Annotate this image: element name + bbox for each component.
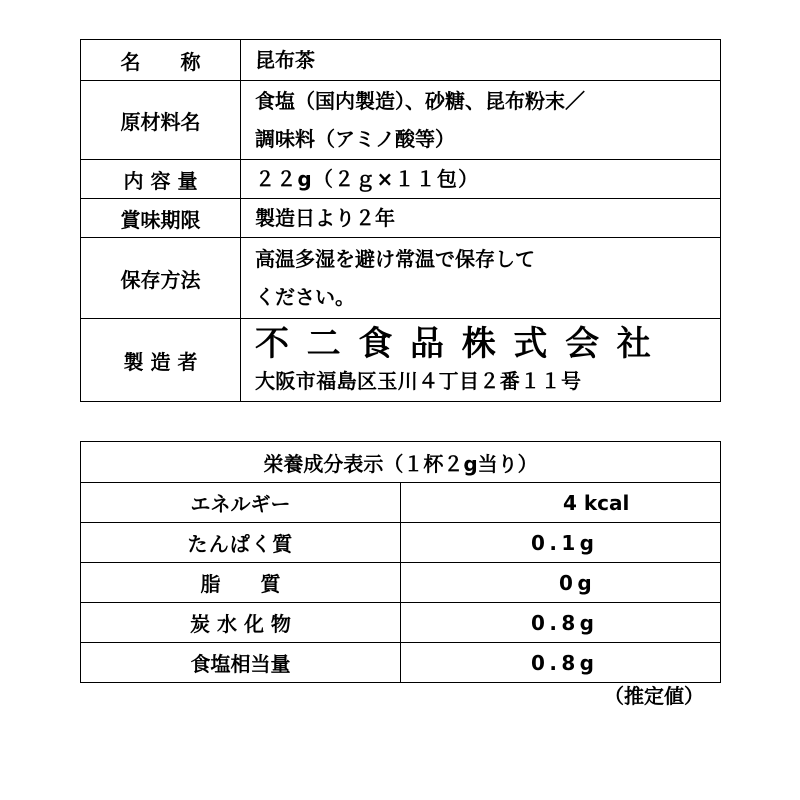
label-name (81, 40, 241, 81)
value-best-before: 製造日より２年 (241, 199, 721, 238)
label-manufacturer: 製 造 者 (81, 319, 241, 402)
label-storage: 保存方法 (81, 238, 241, 319)
value-name: 昆布茶 (241, 40, 721, 81)
nutrition-row-fat (81, 563, 721, 603)
nutrition-table (80, 441, 721, 683)
storage-line-2: ください。 (255, 285, 355, 309)
info-row-name (81, 40, 721, 81)
nutrition-value-protein: 0.1g (401, 523, 721, 563)
manufacturer-name: 不二食品株式会社 (255, 324, 669, 364)
value-manufacturer (241, 319, 721, 402)
value-storage (241, 238, 721, 319)
info-row-ingredients (81, 81, 721, 160)
estimate-note: （推定値） (604, 684, 704, 708)
info-row-best-before (81, 199, 721, 238)
nutrition-header-row (81, 442, 721, 483)
label-best-before: 賞味期限 (81, 199, 241, 238)
nutrition-label-protein: たんぱく質 (81, 523, 401, 563)
ingredients-line-2: 調味料（アミノ酸等） (255, 127, 455, 151)
label-ingredients: 原材料名 (81, 81, 241, 160)
nutrition-label-energy: エネルギー (81, 483, 401, 523)
nutrition-label-salt: 食塩相当量 (81, 643, 401, 683)
ingredients-line-1: 食塩（国内製造）、砂糖、昆布粉末／ (255, 89, 585, 113)
product-info-table (80, 39, 721, 402)
nutrition-row-carbohydrate (81, 603, 721, 643)
info-row-storage (81, 238, 721, 319)
nutrition-row-protein (81, 523, 721, 563)
nutrition-label-fat: 脂 質 (81, 563, 401, 603)
manufacturer-address: 大阪市福島区玉川４丁目２番１１号 (255, 369, 582, 393)
nutrition-value-fat: 0g (401, 563, 721, 603)
nutrition-row-salt (81, 643, 721, 683)
nutrition-row-energy (81, 483, 721, 523)
nutrition-value-salt: 0.8g (401, 643, 721, 683)
nutrition-header: 栄養成分表示（１杯２g当り） (81, 442, 721, 483)
info-row-contents (81, 160, 721, 199)
value-ingredients (241, 81, 721, 160)
value-contents: ２２g（２ｇ×１１包） (241, 160, 721, 199)
nutrition-label-carbohydrate: 炭 水 化 物 (81, 603, 401, 643)
nutrition-value-carbohydrate: 0.8g (401, 603, 721, 643)
storage-line-1: 高温多湿を避け常温で保存して (255, 247, 535, 271)
label-contents: 内 容 量 (81, 160, 241, 199)
label-name-text: 名 称 (120, 49, 201, 74)
nutrition-value-energy: 4 kcal (401, 483, 721, 523)
info-row-manufacturer (81, 319, 721, 402)
